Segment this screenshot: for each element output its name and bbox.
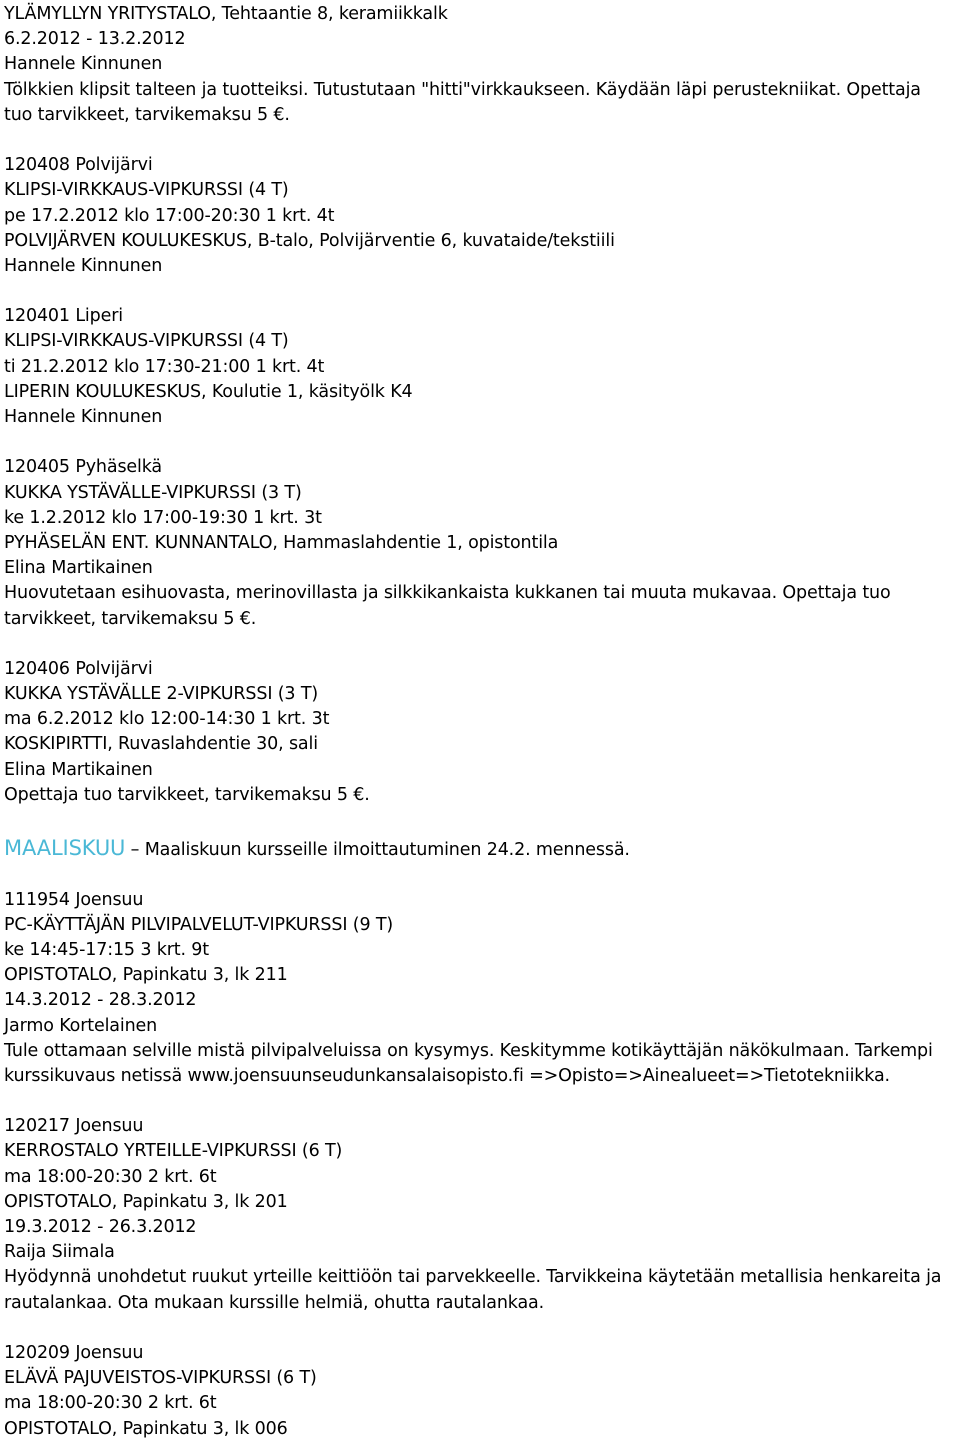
month-heading <box>4 836 960 861</box>
course-code-place: 120406 Polvijärvi <box>4 658 153 679</box>
course-schedule: pe 17.2.2012 klo 17:00-20:30 1 krt. 4t <box>4 205 335 226</box>
course-teacher: Hannele Kinnunen <box>4 54 163 75</box>
course-teacher: Raija Siimala <box>4 1242 115 1263</box>
course-block <box>4 455 960 631</box>
course-dates: 6.2.2012 - 13.2.2012 <box>4 29 186 50</box>
course-description: Opettaja tuo tarvikkeet, tarvikemaksu 5 €. <box>4 784 370 805</box>
course-title: PC-KÄYTTÄJÄN PILVIPALVELUT-VIPKURSSI (9 T) <box>4 914 394 935</box>
spacer <box>4 1316 960 1341</box>
course-title: KUKKA YSTÄVÄLLE-VIPKURSSI (3 T) <box>4 482 302 503</box>
spacer <box>4 279 960 304</box>
course-block-intro <box>4 2 960 128</box>
course-block <box>4 1114 960 1316</box>
course-location: POLVIJÄRVEN KOULUKESKUS, B-talo, Polvijärventie 6, kuvataide/tekstiili <box>4 230 615 251</box>
spacer <box>4 862 960 887</box>
course-code-place: 111954 Joensuu <box>4 889 144 910</box>
course-title: KLIPSI-VIRKKAUS-VIPKURSSI (4 T) <box>4 180 289 201</box>
course-description: tarvikkeet, tarvikemaksu 5 €. <box>4 608 257 629</box>
course-title: KLIPSI-VIRKKAUS-VIPKURSSI (4 T) <box>4 331 289 352</box>
course-schedule: ti 21.2.2012 klo 17:30-21:00 1 krt. 4t <box>4 356 325 377</box>
course-location: OPISTOTALO, Papinkatu 3, lk 006 <box>4 1418 288 1439</box>
course-code-place: 120209 Joensuu <box>4 1342 144 1363</box>
course-teacher: Elina Martikainen <box>4 759 153 780</box>
course-block <box>4 1341 960 1442</box>
course-block <box>4 657 960 808</box>
month-registration-note: – Maaliskuun kursseille ilmoittautuminen 24.2. mennessä. <box>125 840 630 861</box>
document-page <box>4 0 960 1442</box>
spacer <box>4 808 960 833</box>
course-block <box>4 304 960 430</box>
course-code-place: 120217 Joensuu <box>4 1116 144 1137</box>
course-block <box>4 888 960 1090</box>
course-block <box>4 153 960 279</box>
course-dates: 14.3.2012 - 28.3.2012 <box>4 990 197 1011</box>
course-location: YLÄMYLLYN YRITYSTALO, Tehtaantie 8, keramiikkalk <box>4 4 448 24</box>
course-location: PYHÄSELÄN ENT. KUNNANTALO, Hammaslahdentie 1, opistontila <box>4 532 559 553</box>
spacer <box>4 1089 960 1114</box>
course-description: Huovutetaan esihuovasta, merinovillasta ja silkkikankaista kukkanen tai muuta mukavaa. Opettaja tuo <box>4 583 891 604</box>
month-name: MAALISKUU <box>4 836 126 861</box>
course-title: KERROSTALO YRTEILLE-VIPKURSSI (6 T) <box>4 1141 343 1162</box>
course-location: OPISTOTALO, Papinkatu 3, lk 211 <box>4 965 288 986</box>
course-teacher: Elina Martikainen <box>4 558 153 579</box>
course-teacher: Hannele Kinnunen <box>4 255 163 276</box>
course-schedule: ke 14:45-17:15 3 krt. 9t <box>4 939 209 960</box>
course-description: tuo tarvikkeet, tarvikemaksu 5 €. <box>4 104 290 125</box>
course-schedule: ma 18:00-20:30 2 krt. 6t <box>4 1166 217 1187</box>
spacer <box>4 128 960 153</box>
course-location: KOSKIPIRTTI, Ruvaslahdentie 30, sali <box>4 734 318 755</box>
spacer <box>4 430 960 455</box>
course-dates: 19.3.2012 - 26.3.2012 <box>4 1217 197 1237</box>
course-code-place: 120405 Pyhäselkä <box>4 457 162 478</box>
course-schedule: ma 18:00-20:30 2 krt. 6t <box>4 1393 217 1414</box>
course-teacher: Hannele Kinnunen <box>4 407 163 427</box>
course-description: rautalankaa. Ota mukaan kurssille helmiä, ohutta rautalankaa. <box>4 1292 545 1313</box>
course-description: Tölkkien klipsit talteen ja tuotteiksi. Tutustutaan "hitti"virkkaukseen. Käydään läpi perustekniikat. Opettaja <box>4 79 921 100</box>
course-teacher: Jarmo Kortelainen <box>4 1015 158 1036</box>
course-code-place: 120408 Polvijärvi <box>4 155 153 176</box>
course-description: Hyödynnä unohdetut ruukut yrteille keittiöön tai parvekkeelle. Tarvikkeina käytetään metallisia henkareita ja <box>4 1267 942 1288</box>
course-location: OPISTOTALO, Papinkatu 3, lk 201 <box>4 1191 288 1212</box>
course-description: Tule ottamaan selville mistä pilvipalveluissa on kysymys. Keskitymme kotikäyttäjän näkökulmaan. Tarkempi <box>4 1040 933 1061</box>
course-schedule: ma 6.2.2012 klo 12:00-14:30 1 krt. 3t <box>4 709 330 730</box>
course-description: kurssikuvaus netissä www.joensuunseudunkansalaisopisto.fi =>Opisto=>Ainealueet=>Tietotekniikka. <box>4 1065 890 1086</box>
course-location: LIPERIN KOULUKESKUS, Koulutie 1, käsityölk K4 <box>4 381 413 402</box>
course-title: KUKKA YSTÄVÄLLE 2-VIPKURSSI (3 T) <box>4 684 319 705</box>
course-code-place: 120401 Liperi <box>4 306 123 327</box>
spacer <box>4 632 960 657</box>
course-title: ELÄVÄ PAJUVEISTOS-VIPKURSSI (6 T) <box>4 1368 317 1389</box>
course-schedule: ke 1.2.2012 klo 17:00-19:30 1 krt. 3t <box>4 507 322 528</box>
